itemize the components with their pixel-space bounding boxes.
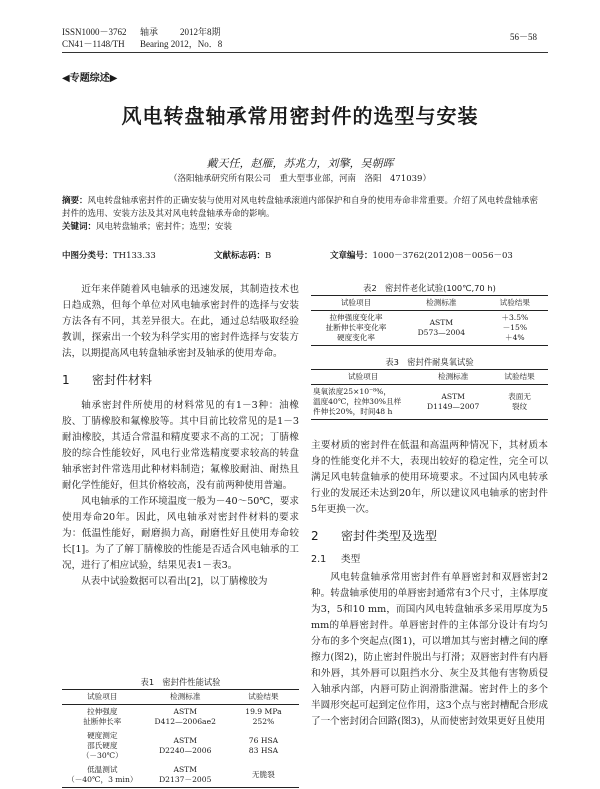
section-2-title: 密封件类型及选型: [341, 529, 438, 543]
header-journal-cn: 轴承: [140, 27, 159, 37]
table-cell: 拉伸强度变化率 扯断伸长率变化率 硬度变化率: [311, 311, 401, 346]
table-3: [311, 369, 548, 420]
section-1-paragraph-3: 从表中试验数据可以看出[2]，以丁腈橡胶为: [81, 576, 268, 587]
doc-code-value: B: [265, 251, 272, 261]
clc-label: 中图分类号：: [62, 251, 114, 261]
table-1-header: 试验结果: [228, 690, 299, 705]
table-3-header: 试验结果: [491, 370, 548, 385]
table-1-caption: 表1 密封件性能试验: [140, 677, 221, 687]
table-cell: ASTM D1149—2007: [415, 385, 491, 420]
doc-code-field: [214, 249, 271, 261]
right-column: [311, 438, 548, 730]
section-tag: ◀专题综述▶: [62, 73, 118, 84]
table-row: [62, 763, 299, 788]
subsection-2-1-heading: [311, 552, 548, 568]
table-row: [62, 705, 299, 730]
header-pages: 56－58: [510, 32, 538, 42]
section-1-heading: [62, 372, 299, 388]
left-column: [62, 282, 299, 590]
abstract: [62, 195, 542, 234]
header-cn: CN41－1148/TH: [62, 39, 125, 49]
table-cell: 拉伸强度 扯断伸长率: [83, 707, 122, 726]
table-cell: ＋3.5% －15% ＋4%: [482, 311, 548, 346]
header-journal-en: Bearing 2012，No．8: [140, 39, 223, 49]
keywords-label: 关键词：: [62, 222, 97, 232]
keywords: 风电转盘轴承；密封件；选型；安装: [96, 222, 233, 232]
section-1-number: 1: [62, 373, 70, 387]
table-cell: ASTM D2240—2006: [159, 736, 212, 755]
doc-code-label: 文献标志码：: [214, 251, 266, 261]
table-2-header: 试验结果: [482, 296, 548, 311]
clc-value: TH133.33: [113, 251, 156, 261]
section-2-heading: [311, 528, 548, 544]
table-2-header: 检测标准: [401, 296, 482, 311]
section-1-paragraph-2: 风电轴承的工作环境温度一般为－40～50℃，要求使用寿命20年。因此，风电轴承对密封件材料的要求为：低温性能好，耐磨损力高，耐磨性好且使用寿命较长[1]。为了了解丁腈橡胶的性能是否适合风电轴承的工况，进行了相应试验，结果见表1－表3。: [62, 496, 299, 571]
section-2-paragraph-1: 风电转盘轴承常用密封件有单唇密封和双唇密封2种。转盘轴承使用的单唇密封通常有3个尺寸，主体厚度为3，5和10 mm，而国内风电转盘轴承多采用厚度为5 mm的单唇密封件。单唇密封件的主体部分设计有均匀分布的多个突起点(图1)，可以增加其与密封槽之间的摩擦力(图2)，防止密封件脱出与打滑；双唇密封件有内唇和外唇，其外唇可以阻挡水分、灰尘及其他有害物质侵入轴承内部，内唇可防止润滑脂泄漏。密封件上的多个半圆形突起可起到定位作用，这3个点与密封槽配合形成了一个密封闭合回路(图3)，从而使密封效果更好且使用: [311, 572, 548, 727]
table-cell: 无脆裂: [228, 763, 299, 788]
table-3-caption: 表3 密封件耐臭氧试验: [385, 357, 474, 367]
table-3-header: 试验项目: [311, 370, 415, 385]
paper-title: 风电转盘轴承常用密封件的选型与安装: [121, 104, 479, 128]
section-2-number: 2: [311, 529, 319, 543]
abstract-label: 摘要：: [62, 196, 88, 206]
paper-authors: 戴天任，赵雁，苏兆力，刘擎，吴朝晖: [206, 157, 394, 170]
subsection-2-1-number: 2.1: [311, 554, 327, 565]
table-2-caption: 表2 密封件老化试验(100℃,70 h): [363, 283, 496, 293]
header-issn: ISSN1000－3762: [62, 27, 127, 37]
article-number-label: 文章编号：: [330, 251, 373, 261]
section-1-paragraph-1: 轴承密封件所使用的材料常见的有1－3种：油橡胶、丁腈橡胶和氟橡胶等。其中目前比较常见的是1－3耐油橡胶，其适合常温和精度要求不高的工况；丁腈橡胶的综合性能较好，风电行业常选精度要求较高的转盘轴承密封件常选用此种材料制造；氟橡胶耐油、耐热且耐化学性能好，但其价格较高，没有前两种使用普遍。: [62, 400, 299, 491]
table-cell: 表面无 裂纹: [491, 385, 548, 420]
table-2: [311, 295, 548, 346]
section-1-title: 密封件材料: [92, 373, 153, 387]
table-cell: ASTM D573—2004: [401, 311, 482, 346]
table-cell: ASTM D412—2006ae2: [154, 707, 216, 726]
table-cell: 臭氧浓度25×10⁻⁸%， 温度40℃，拉伸30%且样 件伸长20%，时间48 h: [311, 385, 415, 420]
subsection-2-1-title: 类型: [341, 554, 361, 565]
table-cell: 19.9 MPa 252%: [245, 707, 282, 726]
table-cell: ASTM D2137－2005: [143, 763, 228, 788]
table-row: [311, 311, 548, 346]
article-number-field: [330, 249, 513, 261]
table-cell: 硬度测定 邵氏硬度 （－30℃）: [81, 731, 123, 760]
right-paragraph: 主要材质的密封件在低温和高温两种情况下，其材质本身的性能变化并不大，表现出较好的稳定性，完全可以满足风电转盘轴承的使用环境要求。不过国内风电转承行业的发展还未达到20年，所以建议风电轴承的密封件5年更换一次。: [311, 440, 548, 515]
intro-paragraph: 近年来伴随着风电轴承的迅速发展，其制造技术也日趋成熟，但每个单位对风电轴承密封件的选择与安装方法各有不同，其差异很大。在此，通过总结吸取经验教训，探索出一个较为科学实用的密封件选择与安装方法，以期提高风电转盘轴承密封及轴承的使用寿命。: [62, 284, 299, 359]
table-1-header: 检测标准: [143, 690, 228, 705]
table-row: [311, 385, 548, 420]
abstract-text: 风电转盘轴承密封件的正确安装与使用对风电转盘轴承滚道内部保护和自身的使用寿命非常重要。介绍了风电转盘轴承密封件的选用、安装方法及其对风电转盘轴承寿命的影响。: [62, 196, 539, 219]
table-cell: 76 HSA 83 HSA: [248, 736, 279, 755]
table-row: [62, 729, 299, 763]
header-rule: [62, 52, 548, 53]
table-1-header: 试验项目: [62, 690, 143, 705]
table-cell: 低温测试 （－40℃，3 min）: [62, 763, 143, 788]
paper-affiliation: （洛阳轴承研究所有限公司 重大型事业部，河南 洛阳 471039）: [169, 174, 431, 184]
header-date-cn: 2012年8期: [180, 27, 221, 37]
table-2-header: 试验项目: [311, 296, 401, 311]
clc-field: [62, 249, 156, 261]
table-3-header: 检测标准: [415, 370, 491, 385]
article-number-value: 1000－3762(2012)08－0056－03: [372, 251, 513, 261]
table-1: [62, 689, 299, 788]
